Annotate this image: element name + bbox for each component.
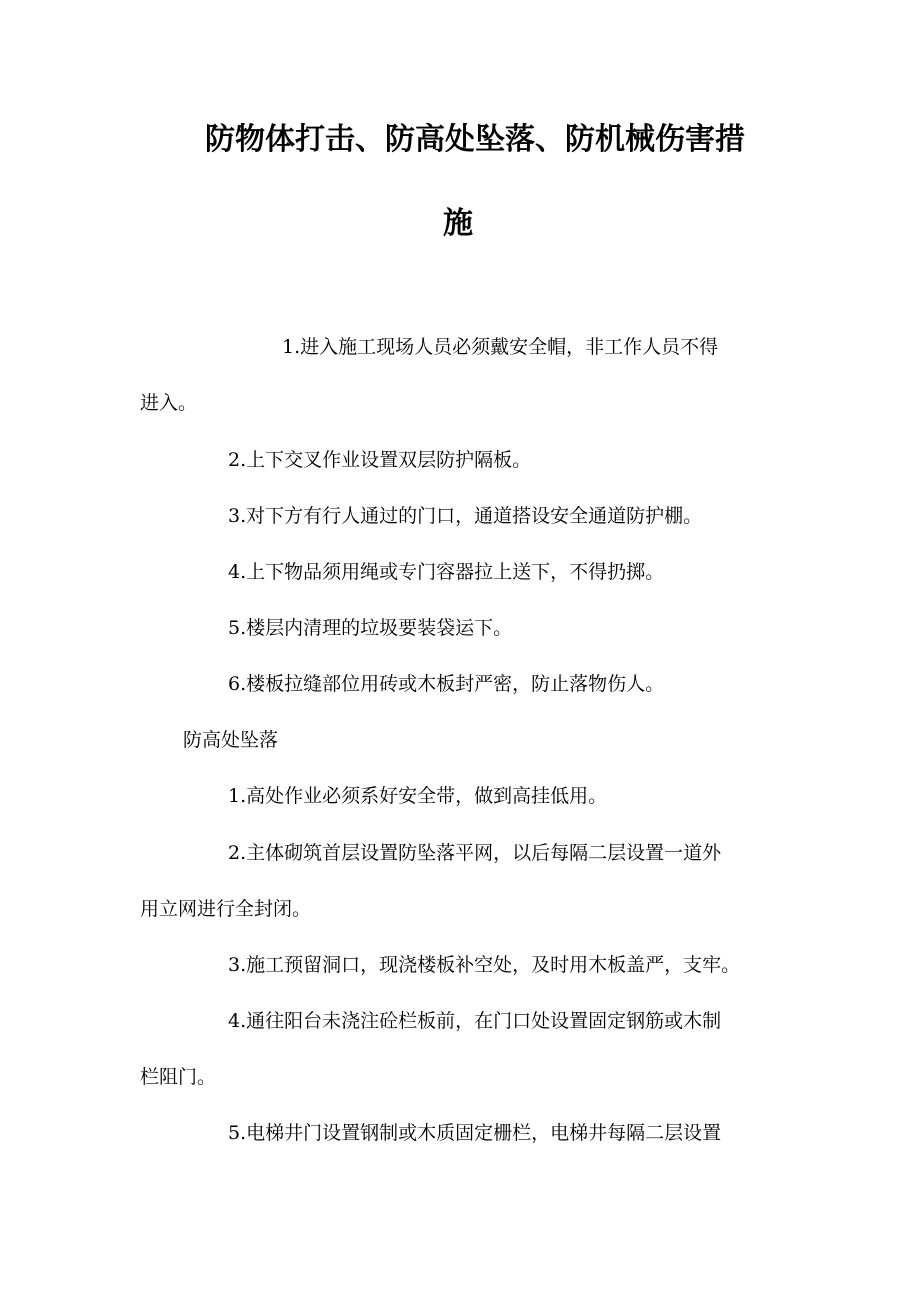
paragraph-s1-item-6	[140, 656, 782, 712]
paragraph-line: 进入。	[140, 392, 198, 414]
paragraph-line: 4.通往阳台未浇注砼栏板前，在门口处设置固定钢筋或木制	[228, 1010, 722, 1032]
paragraph-line: 4.上下物品须用绳或专门容器拉上送下，不得扔掷。	[228, 561, 665, 583]
paragraph-s1-item-3	[140, 488, 782, 544]
paragraph-line: 5.电梯井门设置钢制或木质固定栅栏，电梯井每隔二层设置	[228, 1122, 722, 1144]
paragraph-s1-item-5	[140, 600, 782, 656]
paragraph-line: 栏阻门。	[140, 1066, 217, 1088]
paragraph-s1-item-1	[140, 319, 782, 431]
paragraph-line: 3.对下方有行人通过的门口，通道搭设安全通道防护棚。	[228, 505, 703, 527]
paragraph-s2-item-4	[140, 993, 782, 1105]
document-title-line-2: 施	[443, 206, 473, 241]
paragraph-s1-item-2	[140, 432, 782, 488]
paragraph-s2-item-5	[140, 1105, 782, 1161]
paragraph-s2-item-1	[140, 768, 782, 824]
paragraph-line: 用立网进行全封闭。	[140, 898, 312, 920]
paragraph-line: 3.施工预留洞口，现浇楼板补空处，及时用木板盖严，支牢。	[228, 954, 741, 976]
paragraph-line: 2.上下交叉作业设置双层防护隔板。	[228, 449, 532, 471]
paragraph-line: 5.楼层内清理的垃圾要装袋运下。	[228, 617, 513, 639]
paragraph-s2-item-2	[140, 825, 782, 937]
paragraph-s1-item-4	[140, 544, 782, 600]
section-heading-fall-prevention	[140, 712, 782, 768]
paragraph-line: 1.进入施工现场人员必须戴安全帽，非工作人员不得	[282, 336, 719, 358]
paragraph-s2-item-3	[140, 937, 782, 993]
section-heading-text: 防高处坠落	[183, 729, 279, 751]
paragraph-line: 6.楼板拉缝部位用砖或木板封严密，防止落物伤人。	[228, 673, 665, 695]
paragraph-line: 1.高处作业必须系好安全带，做到高挂低用。	[228, 785, 608, 807]
document-title-line-1: 防物体打击、防高处坠落、防机械伤害措	[205, 122, 745, 157]
paragraph-line: 2.主体砌筑首层设置防坠落平网，以后每隔二层设置一道外	[228, 842, 722, 864]
